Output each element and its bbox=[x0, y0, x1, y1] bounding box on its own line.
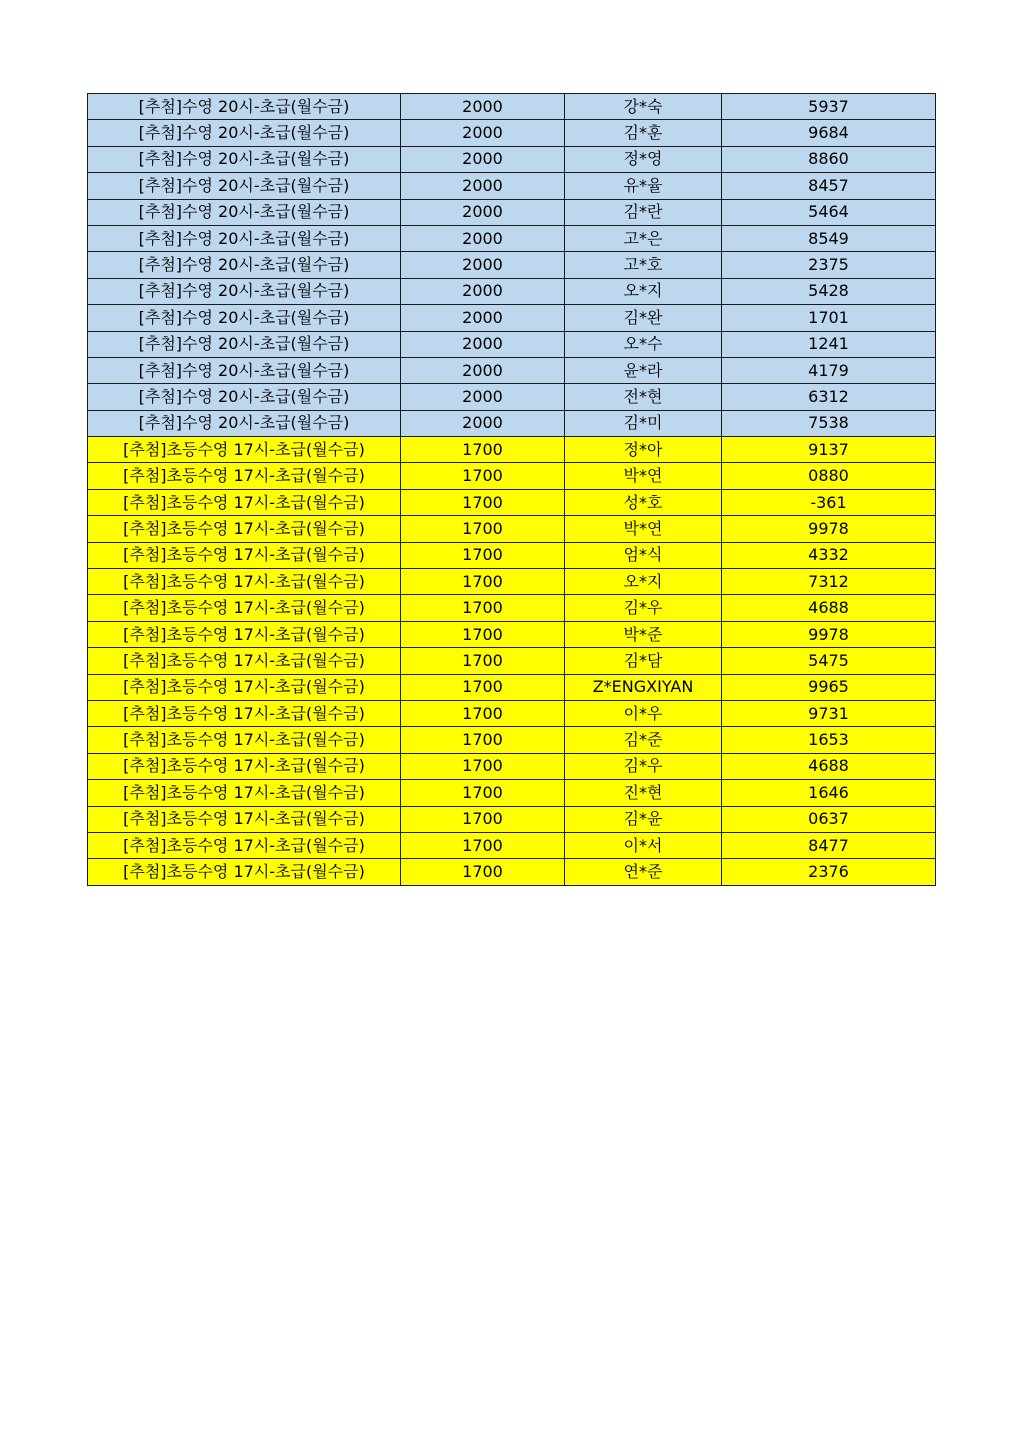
table-row bbox=[88, 199, 936, 225]
name-cell: 강*숙 bbox=[565, 94, 722, 120]
fee-cell: 2000 bbox=[401, 278, 565, 304]
course-cell: [추첨]수영 20시-초급(월수금) bbox=[88, 173, 401, 199]
table-row bbox=[88, 252, 936, 278]
table-row bbox=[88, 173, 936, 199]
table-row bbox=[88, 806, 936, 832]
course-cell: [추첨]초등수영 17시-초급(월수금) bbox=[88, 542, 401, 568]
number-cell: 1646 bbox=[722, 780, 936, 806]
table-row bbox=[88, 753, 936, 779]
course-cell: [추첨]수영 20시-초급(월수금) bbox=[88, 357, 401, 383]
fee-cell: 2000 bbox=[401, 120, 565, 146]
fee-cell: 2000 bbox=[401, 146, 565, 172]
name-cell: 김*담 bbox=[565, 648, 722, 674]
fee-cell: 1700 bbox=[401, 648, 565, 674]
number-cell: 5475 bbox=[722, 648, 936, 674]
course-cell: [추첨]수영 20시-초급(월수금) bbox=[88, 305, 401, 331]
name-cell: 고*호 bbox=[565, 252, 722, 278]
name-cell: 유*율 bbox=[565, 173, 722, 199]
course-cell: [추첨]수영 20시-초급(월수금) bbox=[88, 146, 401, 172]
table-row bbox=[88, 305, 936, 331]
name-cell: 정*영 bbox=[565, 146, 722, 172]
number-cell: 6312 bbox=[722, 384, 936, 410]
fee-cell: 1700 bbox=[401, 780, 565, 806]
name-cell: 박*연 bbox=[565, 516, 722, 542]
table-row bbox=[88, 120, 936, 146]
course-cell: [추첨]초등수영 17시-초급(월수금) bbox=[88, 569, 401, 595]
fee-cell: 2000 bbox=[401, 410, 565, 436]
name-cell: 김*우 bbox=[565, 753, 722, 779]
fee-cell: 1700 bbox=[401, 542, 565, 568]
fee-cell: 2000 bbox=[401, 357, 565, 383]
number-cell: 4688 bbox=[722, 753, 936, 779]
course-cell: [추첨]초등수영 17시-초급(월수금) bbox=[88, 832, 401, 858]
number-cell: 7538 bbox=[722, 410, 936, 436]
name-cell: 김*윤 bbox=[565, 806, 722, 832]
course-cell: [추첨]초등수영 17시-초급(월수금) bbox=[88, 463, 401, 489]
fee-cell: 2000 bbox=[401, 305, 565, 331]
name-cell: 김*미 bbox=[565, 410, 722, 436]
table-row bbox=[88, 595, 936, 621]
table-row bbox=[88, 146, 936, 172]
table-row bbox=[88, 463, 936, 489]
number-cell: 8549 bbox=[722, 225, 936, 251]
course-cell: [추첨]초등수영 17시-초급(월수금) bbox=[88, 700, 401, 726]
table-row bbox=[88, 384, 936, 410]
name-cell: 고*은 bbox=[565, 225, 722, 251]
table-row bbox=[88, 516, 936, 542]
number-cell: -361 bbox=[722, 489, 936, 515]
course-cell: [추첨]초등수영 17시-초급(월수금) bbox=[88, 489, 401, 515]
table-row bbox=[88, 859, 936, 885]
name-cell: 오*지 bbox=[565, 278, 722, 304]
number-cell: 0637 bbox=[722, 806, 936, 832]
number-cell: 8477 bbox=[722, 832, 936, 858]
number-cell: 9137 bbox=[722, 437, 936, 463]
number-cell: 4179 bbox=[722, 357, 936, 383]
table-row bbox=[88, 489, 936, 515]
table-row bbox=[88, 569, 936, 595]
table-row bbox=[88, 727, 936, 753]
number-cell: 9684 bbox=[722, 120, 936, 146]
number-cell: 4688 bbox=[722, 595, 936, 621]
course-cell: [추첨]수영 20시-초급(월수금) bbox=[88, 410, 401, 436]
number-cell: 4332 bbox=[722, 542, 936, 568]
fee-cell: 1700 bbox=[401, 806, 565, 832]
course-cell: [추첨]수영 20시-초급(월수금) bbox=[88, 331, 401, 357]
fee-cell: 1700 bbox=[401, 832, 565, 858]
table-row bbox=[88, 674, 936, 700]
course-cell: [추첨]초등수영 17시-초급(월수금) bbox=[88, 516, 401, 542]
fee-cell: 2000 bbox=[401, 252, 565, 278]
name-cell: 박*연 bbox=[565, 463, 722, 489]
fee-cell: 1700 bbox=[401, 753, 565, 779]
table-row bbox=[88, 278, 936, 304]
name-cell: 이*우 bbox=[565, 700, 722, 726]
course-cell: [추첨]초등수영 17시-초급(월수금) bbox=[88, 437, 401, 463]
table-body bbox=[88, 94, 936, 886]
table-row bbox=[88, 832, 936, 858]
number-cell: 9965 bbox=[722, 674, 936, 700]
name-cell: 김*훈 bbox=[565, 120, 722, 146]
table-row bbox=[88, 700, 936, 726]
name-cell: 오*지 bbox=[565, 569, 722, 595]
course-cell: [추첨]초등수영 17시-초급(월수금) bbox=[88, 859, 401, 885]
number-cell: 9978 bbox=[722, 516, 936, 542]
course-cell: [추첨]수영 20시-초급(월수금) bbox=[88, 252, 401, 278]
table-row bbox=[88, 648, 936, 674]
course-cell: [추첨]수영 20시-초급(월수금) bbox=[88, 278, 401, 304]
name-cell: 오*수 bbox=[565, 331, 722, 357]
table-row bbox=[88, 410, 936, 436]
course-cell: [추첨]초등수영 17시-초급(월수금) bbox=[88, 648, 401, 674]
course-cell: [추첨]초등수영 17시-초급(월수금) bbox=[88, 727, 401, 753]
name-cell: 김*우 bbox=[565, 595, 722, 621]
fee-cell: 1700 bbox=[401, 595, 565, 621]
number-cell: 5937 bbox=[722, 94, 936, 120]
name-cell: 윤*라 bbox=[565, 357, 722, 383]
name-cell: 엄*식 bbox=[565, 542, 722, 568]
fee-cell: 1700 bbox=[401, 437, 565, 463]
course-cell: [추첨]수영 20시-초급(월수금) bbox=[88, 94, 401, 120]
table-row bbox=[88, 621, 936, 647]
number-cell: 8457 bbox=[722, 173, 936, 199]
number-cell: 9978 bbox=[722, 621, 936, 647]
number-cell: 1653 bbox=[722, 727, 936, 753]
fee-cell: 1700 bbox=[401, 463, 565, 489]
number-cell: 9731 bbox=[722, 700, 936, 726]
name-cell: 전*현 bbox=[565, 384, 722, 410]
name-cell: 김*완 bbox=[565, 305, 722, 331]
table-row bbox=[88, 357, 936, 383]
fee-cell: 1700 bbox=[401, 621, 565, 647]
fee-cell: 1700 bbox=[401, 489, 565, 515]
name-cell: 진*현 bbox=[565, 780, 722, 806]
name-cell: 연*준 bbox=[565, 859, 722, 885]
table-row bbox=[88, 542, 936, 568]
course-cell: [추첨]수영 20시-초급(월수금) bbox=[88, 225, 401, 251]
fee-cell: 1700 bbox=[401, 727, 565, 753]
fee-cell: 2000 bbox=[401, 384, 565, 410]
number-cell: 2376 bbox=[722, 859, 936, 885]
number-cell: 7312 bbox=[722, 569, 936, 595]
course-cell: [추첨]수영 20시-초급(월수금) bbox=[88, 199, 401, 225]
fee-cell: 2000 bbox=[401, 94, 565, 120]
course-cell: [추첨]초등수영 17시-초급(월수금) bbox=[88, 806, 401, 832]
course-cell: [추첨]초등수영 17시-초급(월수금) bbox=[88, 595, 401, 621]
name-cell: 정*아 bbox=[565, 437, 722, 463]
course-cell: [추첨]초등수영 17시-초급(월수금) bbox=[88, 674, 401, 700]
number-cell: 1701 bbox=[722, 305, 936, 331]
name-cell: 김*준 bbox=[565, 727, 722, 753]
number-cell: 1241 bbox=[722, 331, 936, 357]
number-cell: 8860 bbox=[722, 146, 936, 172]
table-row bbox=[88, 94, 936, 120]
table-row bbox=[88, 225, 936, 251]
fee-cell: 2000 bbox=[401, 225, 565, 251]
fee-cell: 1700 bbox=[401, 569, 565, 595]
course-cell: [추첨]수영 20시-초급(월수금) bbox=[88, 120, 401, 146]
name-cell: 성*호 bbox=[565, 489, 722, 515]
fee-cell: 1700 bbox=[401, 674, 565, 700]
table-row bbox=[88, 437, 936, 463]
fee-cell: 1700 bbox=[401, 516, 565, 542]
name-cell: Z*ENGXIYAN bbox=[565, 674, 722, 700]
number-cell: 5464 bbox=[722, 199, 936, 225]
course-cell: [추첨]초등수영 17시-초급(월수금) bbox=[88, 621, 401, 647]
number-cell: 5428 bbox=[722, 278, 936, 304]
fee-cell: 2000 bbox=[401, 199, 565, 225]
fee-cell: 1700 bbox=[401, 859, 565, 885]
fee-cell: 2000 bbox=[401, 331, 565, 357]
lottery-results-table bbox=[87, 93, 936, 886]
course-cell: [추첨]초등수영 17시-초급(월수금) bbox=[88, 780, 401, 806]
name-cell: 이*서 bbox=[565, 832, 722, 858]
table-row bbox=[88, 331, 936, 357]
name-cell: 박*준 bbox=[565, 621, 722, 647]
course-cell: [추첨]초등수영 17시-초급(월수금) bbox=[88, 753, 401, 779]
fee-cell: 1700 bbox=[401, 700, 565, 726]
fee-cell: 2000 bbox=[401, 173, 565, 199]
course-cell: [추첨]수영 20시-초급(월수금) bbox=[88, 384, 401, 410]
number-cell: 2375 bbox=[722, 252, 936, 278]
number-cell: 0880 bbox=[722, 463, 936, 489]
table-row bbox=[88, 780, 936, 806]
name-cell: 김*란 bbox=[565, 199, 722, 225]
